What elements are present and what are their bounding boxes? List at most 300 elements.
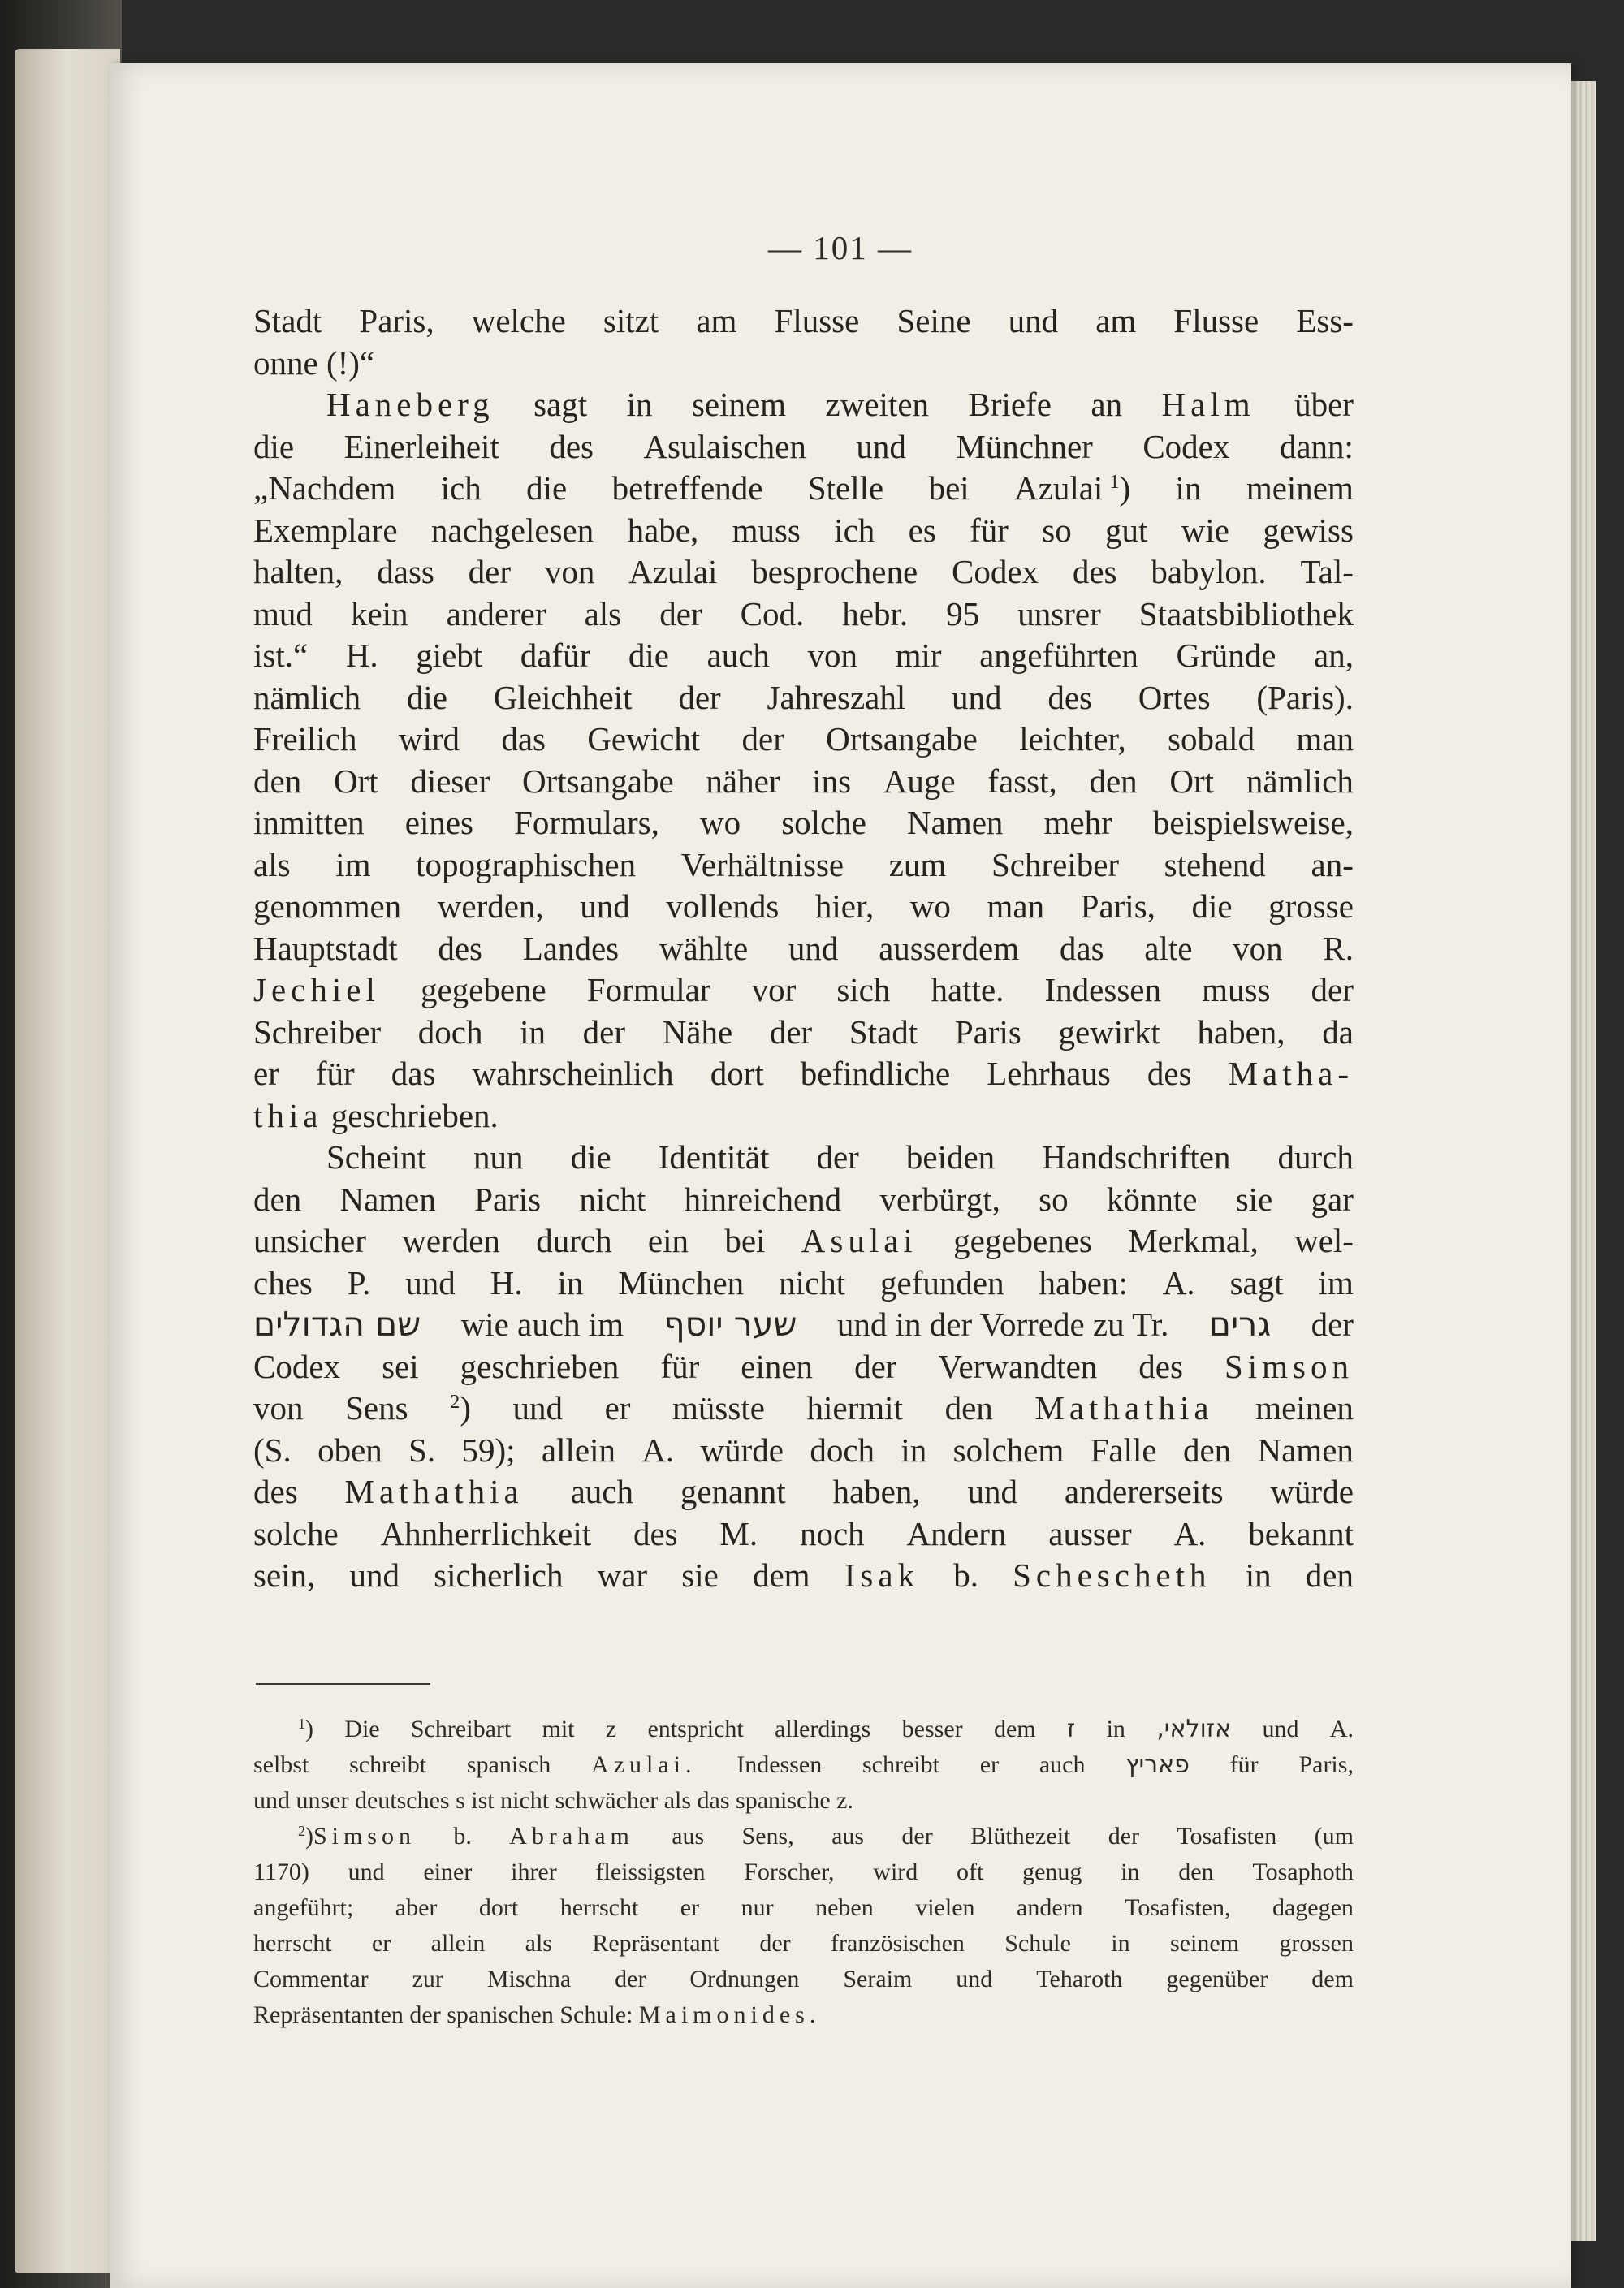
word: das [501, 720, 546, 758]
text-line: Jechiel gegebene Formular vor sich hatte. Indessen muss der [253, 969, 1354, 1012]
word: ausserdem [879, 929, 1020, 967]
word: da [1322, 1012, 1354, 1051]
word: andern [1017, 1894, 1083, 1921]
word: sicherlich [434, 1556, 564, 1594]
facing-page-edge [15, 49, 120, 2273]
word: Formular [586, 971, 711, 1008]
word: von [544, 553, 595, 590]
word: sein, [253, 1556, 316, 1594]
word: der [816, 1138, 859, 1176]
word: dafür [520, 637, 591, 674]
word: R. [1323, 929, 1354, 967]
word: so [1039, 1180, 1069, 1218]
word: des [1147, 1055, 1192, 1092]
text-line [253, 1263, 1354, 1305]
word: wo [909, 887, 951, 925]
word: ins [812, 762, 852, 800]
word: vor [751, 971, 797, 1008]
text-line: שם הגדולים wie auch im שער יוסף und in der Vorrede zu Tr. גרים der [253, 1304, 1354, 1346]
word: er [979, 1751, 1000, 1778]
word: Seraim [843, 1966, 913, 1992]
word: bekannt [1248, 1514, 1354, 1552]
word: angeführten [979, 637, 1138, 674]
word: Tosaphoth [1252, 1858, 1354, 1885]
word: Schreiber [991, 845, 1120, 883]
word: in [1121, 1858, 1140, 1885]
word: und [952, 678, 1002, 716]
word: (S. [253, 1431, 292, 1469]
word: M. [719, 1514, 758, 1552]
word: sei [382, 1347, 419, 1385]
word: auch [1039, 1751, 1086, 1778]
word: haben, [1197, 1012, 1285, 1051]
word: Gründe [1176, 637, 1276, 674]
word: Azulai [628, 553, 718, 590]
word: P. [347, 1263, 371, 1302]
footnote-divider [256, 1683, 430, 1685]
word: Codex [1142, 427, 1230, 465]
word: H. [345, 637, 378, 674]
word: dort [710, 1055, 764, 1092]
word: „Nachdem [253, 469, 396, 507]
text-line: sein, und sicherlich war sie dem Isak b. Schescheth in den [253, 1555, 1354, 1597]
word: habe, [627, 511, 699, 549]
page-number: — 101 — [768, 229, 913, 266]
text-line [253, 594, 1354, 636]
word: doch [417, 1012, 483, 1051]
word: 95 [946, 594, 980, 632]
word: der [468, 553, 512, 590]
word: aus [831, 1823, 865, 1850]
word: in [1175, 469, 1202, 507]
word: oben [317, 1431, 382, 1469]
word: dass [377, 553, 434, 590]
word: 1170) [253, 1858, 309, 1885]
text-line: unsicher werden durch ein bei Asulai gegebenes Merkmal, wel- [253, 1220, 1354, 1263]
hebrew-title: שם הגדולים [253, 1305, 421, 1344]
word: für [315, 1055, 355, 1092]
text-line [253, 1012, 1354, 1054]
word: wo [699, 804, 741, 841]
text-line [253, 1137, 1354, 1179]
word: wird [398, 720, 460, 758]
text-line [253, 1430, 1354, 1472]
word: und [956, 1966, 993, 1992]
word: München [618, 1263, 745, 1302]
word: Paris, [1080, 887, 1155, 925]
hebrew-title: שער יוסף [663, 1305, 797, 1344]
word: und [1262, 1716, 1299, 1742]
text-line [253, 677, 1354, 719]
word: andererseits [1064, 1473, 1224, 1510]
word: dann: [1279, 427, 1354, 465]
word: verbürgt, [879, 1180, 1000, 1218]
word: Stelle [807, 469, 884, 507]
word: befindliche [800, 1055, 951, 1092]
word: durch [1277, 1138, 1354, 1176]
word: spanisch [466, 1751, 551, 1778]
word: sagt [533, 386, 588, 423]
text-line: thia geschrieben. [253, 1096, 499, 1134]
word: selbst [253, 1751, 309, 1778]
word: Scheint [326, 1138, 426, 1176]
text-line: des Mathathia auch genannt haben, und andererseits würde [253, 1471, 1354, 1513]
word: Tosafisten, [1125, 1894, 1231, 1921]
word: in [557, 1263, 584, 1302]
word: haben, [832, 1473, 921, 1510]
word: ich [440, 469, 482, 507]
text-line [253, 844, 1354, 887]
text-line: onne (!)“ [253, 343, 375, 382]
word: Paris, [1298, 1751, 1354, 1778]
word: allerdings [775, 1716, 871, 1742]
word: das [1059, 929, 1104, 967]
word: dem [1311, 1966, 1354, 1992]
word: kein [350, 594, 408, 632]
word: würde [700, 1431, 784, 1469]
text-line: Haneberg sagt in seinem zweiten Briefe an Halm über [253, 384, 1354, 426]
word: des [1047, 678, 1092, 716]
word: doch [810, 1431, 875, 1469]
word: unsrer [1017, 594, 1101, 632]
word: von [1233, 929, 1283, 967]
word: dem [993, 1716, 1036, 1742]
word: Stadt [849, 1012, 918, 1051]
text-line [253, 300, 1354, 343]
word: Die [344, 1716, 380, 1742]
word: dem [752, 1556, 810, 1594]
word: so [1042, 511, 1072, 549]
word: Identität [658, 1138, 770, 1176]
word: solchem [952, 1431, 1065, 1469]
word: Indessen [1044, 971, 1161, 1008]
word: nur [741, 1894, 774, 1921]
word: (um [1314, 1823, 1354, 1850]
word: wel- [1294, 1222, 1354, 1259]
word: der [901, 1823, 933, 1850]
word: und [405, 1263, 456, 1302]
footnote-line: Repräsentanten der spanischen Schule: Maimonides. [253, 2001, 821, 2028]
word: geschrieben [460, 1347, 620, 1385]
word: der [659, 594, 702, 632]
word: allein [541, 1431, 615, 1469]
word: zweiten [825, 386, 930, 423]
word: Verhältnisse [680, 845, 844, 883]
word: hiermit [806, 1389, 903, 1427]
word: das [391, 1055, 436, 1092]
word: welche [471, 302, 566, 339]
word: er [604, 1389, 631, 1427]
word: und [967, 1473, 1017, 1510]
word: hebr. [842, 594, 909, 632]
word: des [1138, 1347, 1183, 1385]
word: gar [1311, 1180, 1354, 1218]
word: dagegen [1272, 1894, 1354, 1921]
word: S. [408, 1431, 436, 1469]
word: Codex [253, 1347, 341, 1385]
word: vollends [666, 887, 780, 925]
word: nämlich [253, 678, 361, 716]
word: als [584, 594, 622, 632]
word: Namen [339, 1180, 436, 1218]
word: durch [536, 1222, 612, 1259]
word: an- [1311, 845, 1354, 883]
word: solche [781, 804, 866, 841]
word: in [520, 1012, 546, 1051]
word: in [1111, 1930, 1130, 1957]
word: Ort [1169, 762, 1215, 800]
word: zur [412, 1966, 443, 1992]
word: er [371, 1930, 391, 1957]
word: auch [706, 637, 770, 674]
word: halten, [253, 553, 343, 590]
word: des [438, 929, 483, 967]
word: topographischen [416, 845, 637, 883]
word: der [741, 720, 784, 758]
text-line [253, 761, 1354, 803]
word: sich [836, 971, 891, 1008]
word: aber [395, 1894, 438, 1921]
word: er [253, 1055, 279, 1092]
word: ausser [1048, 1514, 1132, 1552]
word: und [1008, 302, 1059, 339]
word: inmitten [253, 804, 365, 841]
word: Stadt [253, 302, 322, 339]
word: gut [1105, 511, 1148, 549]
word: herrscht [253, 1930, 332, 1957]
word: noch [799, 1514, 865, 1552]
word: hatte. [931, 971, 1004, 1008]
word: in [1245, 1556, 1272, 1594]
word: genug [1022, 1858, 1082, 1885]
word: gegebenes [953, 1222, 1092, 1259]
word: Handschriften [1042, 1138, 1231, 1176]
word: man [1296, 720, 1354, 758]
word: der [1311, 971, 1354, 1008]
word: Einerleiheit [343, 427, 499, 465]
word: solche [253, 1514, 339, 1552]
word: Flusse [1173, 302, 1259, 339]
word: den [1089, 762, 1138, 800]
word: nicht [579, 1180, 646, 1218]
word: müsste [672, 1389, 765, 1427]
word: wählte [659, 929, 749, 967]
word: unsicher [253, 1222, 366, 1259]
word: dieser [410, 762, 490, 800]
word: Paris [474, 1180, 542, 1218]
word: muss [1202, 971, 1271, 1008]
word: z [605, 1716, 617, 1742]
text-line [253, 635, 1354, 677]
word: war [597, 1556, 648, 1594]
word: sie [1235, 1180, 1273, 1218]
word: und [349, 1556, 400, 1594]
word: ist.“ [253, 637, 309, 674]
word: mud [253, 594, 313, 632]
word: alte [1144, 929, 1193, 967]
footnote-line [253, 1926, 1354, 1962]
text-line [253, 1179, 1354, 1221]
word: Exemplare [253, 511, 398, 549]
word: an, [1314, 637, 1354, 674]
word: seinem [691, 386, 787, 423]
text-line [253, 928, 1354, 970]
word: den [1178, 1858, 1214, 1885]
word: Forscher, [744, 1858, 835, 1885]
word: Ordnungen [689, 1966, 800, 1992]
word: sagt [1229, 1263, 1284, 1302]
text-line: Codex sei geschrieben für einen der Verwandten des Simson [253, 1346, 1354, 1388]
word: anderer [446, 594, 546, 632]
word: wie [1181, 511, 1229, 549]
word: Indessen [736, 1751, 823, 1778]
footnote-line: selbst schreibt spanisch Azulai. Indessen schreibt er auch פאריץ für Paris, [253, 1747, 1354, 1783]
word: Formulars, [514, 804, 659, 841]
word: den [944, 1389, 993, 1427]
word: der [769, 1012, 813, 1051]
hebrew-title: גרים [1208, 1305, 1272, 1344]
word: man [987, 887, 1045, 925]
word: der [854, 1347, 897, 1385]
word: bei [724, 1222, 766, 1259]
word: betreffende [611, 469, 763, 507]
word: im [1318, 1263, 1354, 1302]
word: Auge [883, 762, 956, 800]
word: Briefe [968, 386, 1052, 423]
word: besprochene [751, 553, 918, 590]
word: angeführt; [253, 1894, 354, 1921]
text-line [253, 1513, 1354, 1556]
word: A. [1329, 1716, 1354, 1742]
word: die [1191, 887, 1233, 925]
word: aus [672, 1823, 705, 1850]
text-line: von Sens $^2$) und er müsste hiermit den Mathathia meinen [253, 1388, 1354, 1430]
word: sobald [1168, 720, 1255, 758]
word: hinreichend [684, 1180, 842, 1218]
word: gefunden [880, 1263, 1004, 1302]
word: mit [542, 1716, 575, 1742]
word: fleissigsten [595, 1858, 706, 1885]
word: A. [1173, 1514, 1207, 1552]
text-line [253, 719, 1354, 761]
word: dort [478, 1894, 519, 1921]
word: des [549, 427, 594, 465]
word: A. [1162, 1263, 1195, 1302]
word: den [253, 762, 302, 800]
word: französischen [830, 1930, 965, 1957]
word: auch [570, 1473, 633, 1510]
word: ihrer [511, 1858, 557, 1885]
word: des [633, 1514, 678, 1552]
word: ches [253, 1263, 313, 1302]
word: Andern [906, 1514, 1007, 1552]
word: von [253, 1389, 304, 1427]
word: nun [473, 1138, 524, 1176]
word: und [788, 929, 839, 967]
text-line [253, 510, 1354, 552]
word: Ess- [1296, 302, 1354, 339]
word: gewirkt [1058, 1012, 1160, 1051]
word: Paris [954, 1012, 1021, 1051]
word: genannt [680, 1473, 786, 1510]
word: die [253, 427, 295, 465]
word: gegebene [420, 971, 546, 1008]
word: einen [741, 1347, 814, 1385]
word: als [253, 845, 291, 883]
word: A. [641, 1431, 675, 1469]
word: neben [815, 1894, 874, 1921]
main-text [253, 300, 1354, 1597]
word: und [512, 1389, 563, 1427]
word: gewiss [1263, 511, 1354, 549]
word: Teharoth [1036, 1966, 1123, 1992]
word: zum [888, 845, 947, 883]
word: mehr [1043, 804, 1112, 841]
word: es [908, 511, 936, 549]
word: im [335, 845, 371, 883]
word: Schule [1004, 1930, 1071, 1957]
word: haben: [1039, 1263, 1128, 1302]
word: könnte [1106, 1180, 1198, 1218]
word: mir [895, 637, 942, 674]
word: allein [430, 1930, 486, 1957]
word: Tal- [1300, 553, 1354, 590]
word: die [526, 469, 568, 507]
word: Namen [1257, 1431, 1354, 1469]
word: Merkmal, [1128, 1222, 1259, 1259]
footnote-line [253, 1890, 1354, 1926]
word: hier, [814, 887, 875, 925]
word: fasst, [987, 762, 1057, 800]
word: Mischna [486, 1966, 572, 1992]
word: nicht [779, 1263, 846, 1302]
word: Gewicht [587, 720, 701, 758]
word: oft [957, 1858, 984, 1885]
word: seinem [1170, 1930, 1239, 1957]
word: Ortsangabe [826, 720, 978, 758]
word: Flusse [774, 302, 860, 339]
word: eines [404, 804, 473, 841]
word: babylon. [1151, 553, 1267, 590]
word: Ortsangabe [521, 762, 674, 800]
text-line [253, 426, 1354, 468]
word: Ort [333, 762, 378, 800]
word: am [696, 302, 737, 339]
word: herrscht [559, 1894, 639, 1921]
word: würde [1270, 1473, 1354, 1510]
word: Paris, [359, 302, 434, 339]
word: Gleichheit [493, 678, 633, 716]
footnotes [253, 1712, 1354, 2033]
book-page [110, 63, 1571, 2288]
word: grosse [1268, 887, 1354, 925]
word: vielen [915, 1894, 975, 1921]
footnote-line [253, 1854, 1354, 1890]
word: stehend [1164, 845, 1266, 883]
word: die [570, 1138, 611, 1176]
word: für [1229, 1751, 1259, 1778]
word: Landes [522, 929, 620, 967]
word: sie [681, 1556, 719, 1594]
word: Seine [896, 302, 971, 339]
word: nämlich [1246, 762, 1354, 800]
word: Sens [345, 1389, 408, 1427]
word: Blüthezeit [970, 1823, 1071, 1850]
word: der [1108, 1823, 1140, 1850]
word: Nähe [662, 1012, 733, 1051]
word: werden, [437, 887, 544, 925]
text-line [253, 551, 1354, 594]
